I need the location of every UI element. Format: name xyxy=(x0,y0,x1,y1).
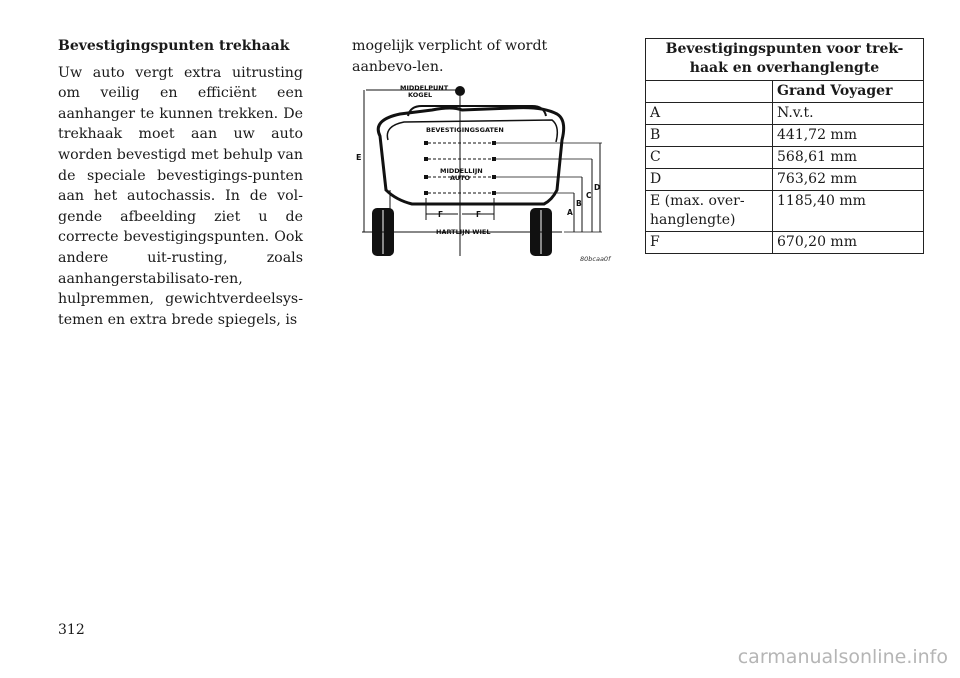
label-dim-c: C xyxy=(586,191,592,200)
label-dim-b: B xyxy=(576,199,582,208)
ball-center-marker xyxy=(455,86,465,96)
row-label: A xyxy=(646,103,773,125)
left-column xyxy=(58,36,303,330)
row-label: C xyxy=(646,147,773,169)
figure-code: 80bcaa0f xyxy=(580,255,611,263)
row-value: N.v.t. xyxy=(773,103,924,125)
middle-column xyxy=(352,36,610,77)
table-row xyxy=(646,232,924,254)
row-value: 568,61 mm xyxy=(773,147,924,169)
row-value: 1185,40 mm xyxy=(773,191,924,232)
label-dim-e: E xyxy=(356,153,362,162)
table-row xyxy=(646,125,924,147)
table-row xyxy=(646,147,924,169)
body-paragraph: Uw auto vergt extra uitrusting om veilig en efficiënt een aanhanger te kunnen trekken. De trekhaak moet aan uw auto worden bevestigd met behulp van de speciale bevestigings-punten aan het autochassis. In de vol-gende afbeelding ziet u de correcte bevestigingspunten. Ook andere uit-rusting, zoals aanhangerstabilisato-ren, hulpremmen, gewichtverdeelsys-temen en extra brede spiegels, is xyxy=(58,64,303,328)
label-middelpunt: MIDDELPUNT xyxy=(400,84,449,92)
label-kogel: KOGEL xyxy=(408,91,433,99)
row-value: 763,62 mm xyxy=(773,169,924,191)
row-label: D xyxy=(646,169,773,191)
continued-paragraph: mogelijk verplicht of wordt aanbevo-len. xyxy=(352,38,548,75)
row-label: E (max. over-hanglengte) xyxy=(646,191,773,232)
hitch-spec-table xyxy=(645,38,924,254)
table-row xyxy=(646,103,924,125)
label-auto: AUTO xyxy=(450,174,471,182)
label-middellijn: MIDDELLIJN xyxy=(440,167,483,175)
table-row xyxy=(646,169,924,191)
footer-watermark: carmanualsonline.info xyxy=(737,646,948,668)
table-row xyxy=(646,191,924,232)
hitch-diagram-svg xyxy=(352,80,612,264)
row-value: 670,20 mm xyxy=(773,232,924,254)
label-bevestigingsgaten: BEVESTIGINGSGATEN xyxy=(426,126,504,134)
label-dim-f-left: F xyxy=(438,210,444,219)
label-dim-d: D xyxy=(594,183,601,192)
table-column-header: Grand Voyager xyxy=(773,81,924,103)
row-value: 441,72 mm xyxy=(773,125,924,147)
label-dim-f-right: F xyxy=(476,210,482,219)
hitch-diagram xyxy=(352,80,612,264)
page-number: 312 xyxy=(58,622,85,638)
label-hartlijn-wiel: HARTLIJN WIEL xyxy=(436,228,491,236)
label-dim-a: A xyxy=(567,208,573,217)
row-label: B xyxy=(646,125,773,147)
section-heading: Bevestigingspunten trekhaak xyxy=(58,38,290,54)
table-header-empty xyxy=(646,81,773,103)
row-label: F xyxy=(646,232,773,254)
table-title: Bevestigingspunten voor trek-haak en overhanglengte xyxy=(646,39,924,81)
